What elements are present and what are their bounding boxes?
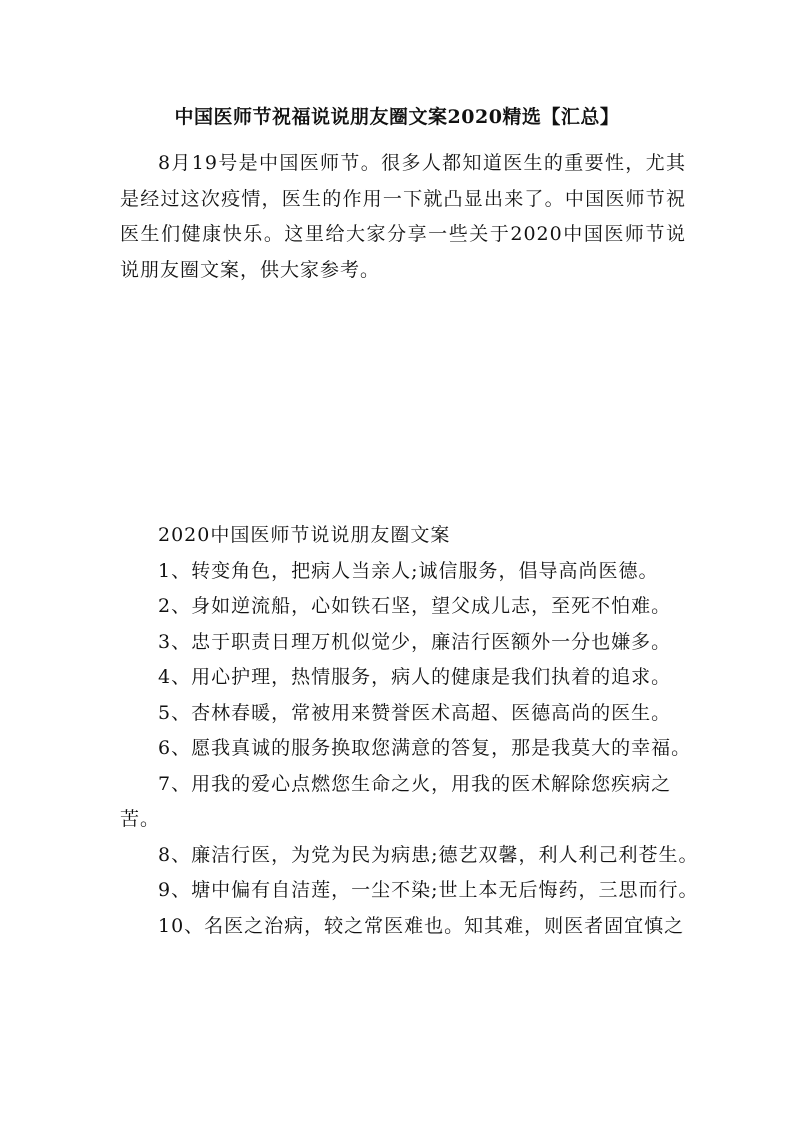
list-item: 7、用我的爱心点燃您生命之火，用我的医术解除您疾病之苦。 [120, 772, 672, 830]
list-item: 1、转变角色，把病人当亲人;诚信服务，倡导高尚医德。 [158, 559, 659, 582]
list-item: 4、用心护理，热情服务，病人的健康是我们执着的追求。 [158, 666, 672, 688]
section-heading: 2020中国医师节说说朋友圈文案 [158, 524, 451, 546]
list-item: 9、塘中偏有自洁莲，一尘不染;世上本无后悔药，三思而行。 [158, 879, 699, 901]
list-item: 6、愿我真诚的服务换取您满意的答复，那是我莫大的幸福。 [158, 737, 692, 759]
list-item: 5、杏林春暖，常被用来赞誉医术高超、医德高尚的医生。 [158, 701, 672, 724]
intro-paragraph: 8月19号是中国医师节。很多人都知道医生的重要性，尤其是经过这次疫情，医生的作用一下就凸显出来了。中国医师节祝医生们健康快乐。这里给大家分享一些关于2020中国医师节说说朋友圈文案，供大家参考。 [120, 152, 686, 281]
list-item: 3、忠于职责日理万机似觉少，廉洁行医额外一分也嫌多。 [158, 630, 672, 653]
list-item: 2、身如逆流船，心如铁石坚，望父成儿志，至死不怕难。 [158, 595, 672, 617]
document-title: 中国医师节祝福说说朋友圈文案2020精选【汇总】 [174, 106, 620, 128]
list-item: 10、名医之治病，较之常医难也。知其难，则医者固宜慎之 [158, 914, 685, 937]
list-item: 8、廉洁行医，为党为民为病患;德艺双馨，利人利己利苍生。 [158, 843, 699, 866]
copy-list-section [120, 518, 700, 944]
